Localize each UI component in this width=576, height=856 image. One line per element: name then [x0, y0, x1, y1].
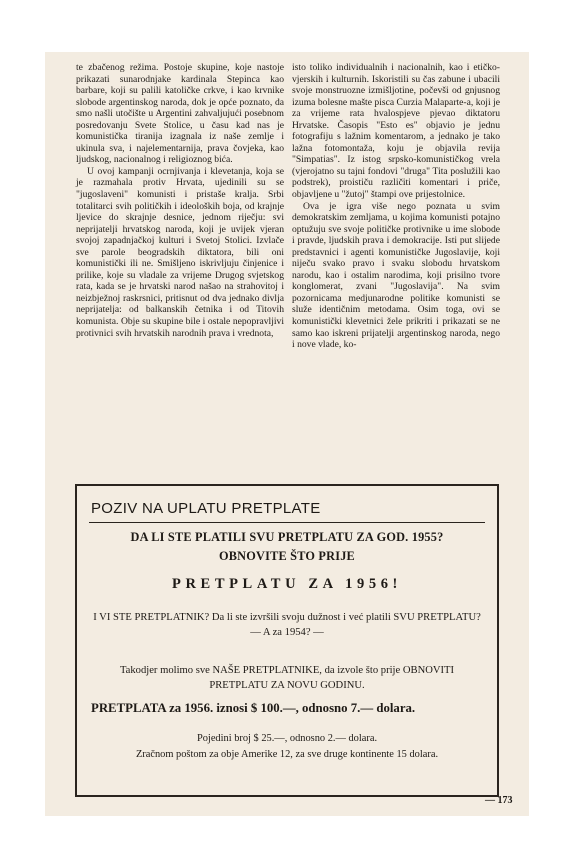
right-column [292, 62, 500, 351]
notice-question-line1: DA LI STE PLATILI SVU PRETPLATU ZA GOD. 1955? [130, 530, 444, 544]
airmail-price: Zračnom poštom za obje Amerike 12, za sve druge kontinente 15 dolara. [135, 749, 439, 760]
notice-big-headline: PRETPLATU ZA 1956! [172, 576, 402, 592]
subscription-notice-box [75, 484, 499, 797]
notice-question-line2: OBNOVITE ŠTO PRIJE [219, 549, 355, 563]
title-divider [89, 522, 485, 523]
article-paragraph: U ovoj kampanji ocrnjivanja i klevetanja, koja se je razmahala protiv Hrvata, ujedinili su se "jugoslaveni" komunisti i pristaše kralja. Srbi totalitarci svih političkih i ideoloških boja, od krajnje ljevice do skrajnje desnice, jednom riječju: svi neprijatelji hrvatskog naroda, koji je uvijek vjeran svojoj zapadnjačkoj kulturi i Svetoj Stolici. Izvlače sve parole beogradskih diktatora, bili oni komunistički ili ne. Smišljeno iskrivljuju činjenice i prilike, koje su vladale za vrijeme Drugog svjetskog rata, kada se je hrvatski narod našao na strahovitoj i neizbježnoj raskrsnici, pritisnut od dva jednako divlja neprijatelja: od balkanskih četnika i od Titovih komunista. Obje su skupine bile i ostale nepopravljivi protivnici svih hrvatskih narodnih prava i vrednota, [76, 165, 284, 339]
article-paragraph: isto toliko individualnih i nacionalnih, kao i etičko-vjerskih i kulturnih. Iskoristili su čas zabune i ubacili svoje monstruozne izmišljotine, počevši od gnjusnog izuma bolesne mašte pisca Curzia Malaparte-a, koji je za vrijeme rata hvalospjeve pjevao diktatoru Hrvatske. Časopis "Esto es" objavio je jednu fotografiju s lažnim komentarom, a jednako je tako lažna fotomontaža, koju je objavila revija "Simpatias". Iz istog srpsko-komunističkog vrela (vjerojatno su tajni fondovi "druga" Tita poslužili kao podstrek), proističu različiti komentari i priče, objavljene u "žutoj" štampi ove prijestolnice. [292, 62, 500, 201]
article-paragraph: te zbačenog režima. Postoje skupine, koje nastoje prikazati sunarodnjake kardinala Stepinca kao barbare, koji su palili katoličke crkve, i kao krvnike slobode argentinskog naroda, dok je opće poznato, da smo našli utočište u Argentini zahvaljujući posebnom posredovanju Svete Stolice, u času kad nas je komunistička tiranija izagnala iz naše zemlje i ukinula sva, i najelementarnija, prava čovjeka, kao ljudskog, nacionalnog i religioznog bića. [76, 62, 284, 166]
notice-paragraph-1: I VI STE PRETPLATNIK? Da li ste izvršili svoju dužnost i već platili SVU PRETPLATU? — A za 1954? — [93, 612, 481, 638]
page-number: — 173 [485, 795, 513, 806]
article-paragraph: Ova je igra više nego poznata u svim demokratskim zemljama, u kojima komunisti potajno optužuju sve svoje političke protivnike u ime slobode i pravde, ljudskih prava i demokracije. Isti put slijede predstavnici i agenti komunističke Jugoslavije, koji niječu svako pravo i svaku slobodu hrvatskom narodu, kao i ostalim narodima, koji prisilno tvore konglomerat, zvani "Jugoslavija". Na svim pozornicama medjunarodne politike komunisti se služe identičnim metodama. Osim toga, ovi se komunistički klevetnici žele prikriti i prikazati se ne samo kao iskreni prijatelji argentinskog naroda, nego i nove vlade, ko- [292, 200, 500, 351]
single-issue-price: Pojedini broj $ 25.—, odnosno 2.— dolara. [196, 733, 378, 744]
notice-paragraph-2: Takodjer molimo sve NAŠE PRETPLATNIKE, da izvole što prije OBNOVITI PRETPLATU ZA NOVU GODINU. [119, 665, 455, 691]
magazine-page [45, 52, 529, 816]
notice-title: POZIV NA UPLATU PRETPLATE [91, 500, 321, 517]
left-column [76, 62, 284, 339]
subscription-price-line: PRETPLATA za 1956. iznosi $ 100.—, odnosno 7.— dolara. [91, 701, 416, 715]
